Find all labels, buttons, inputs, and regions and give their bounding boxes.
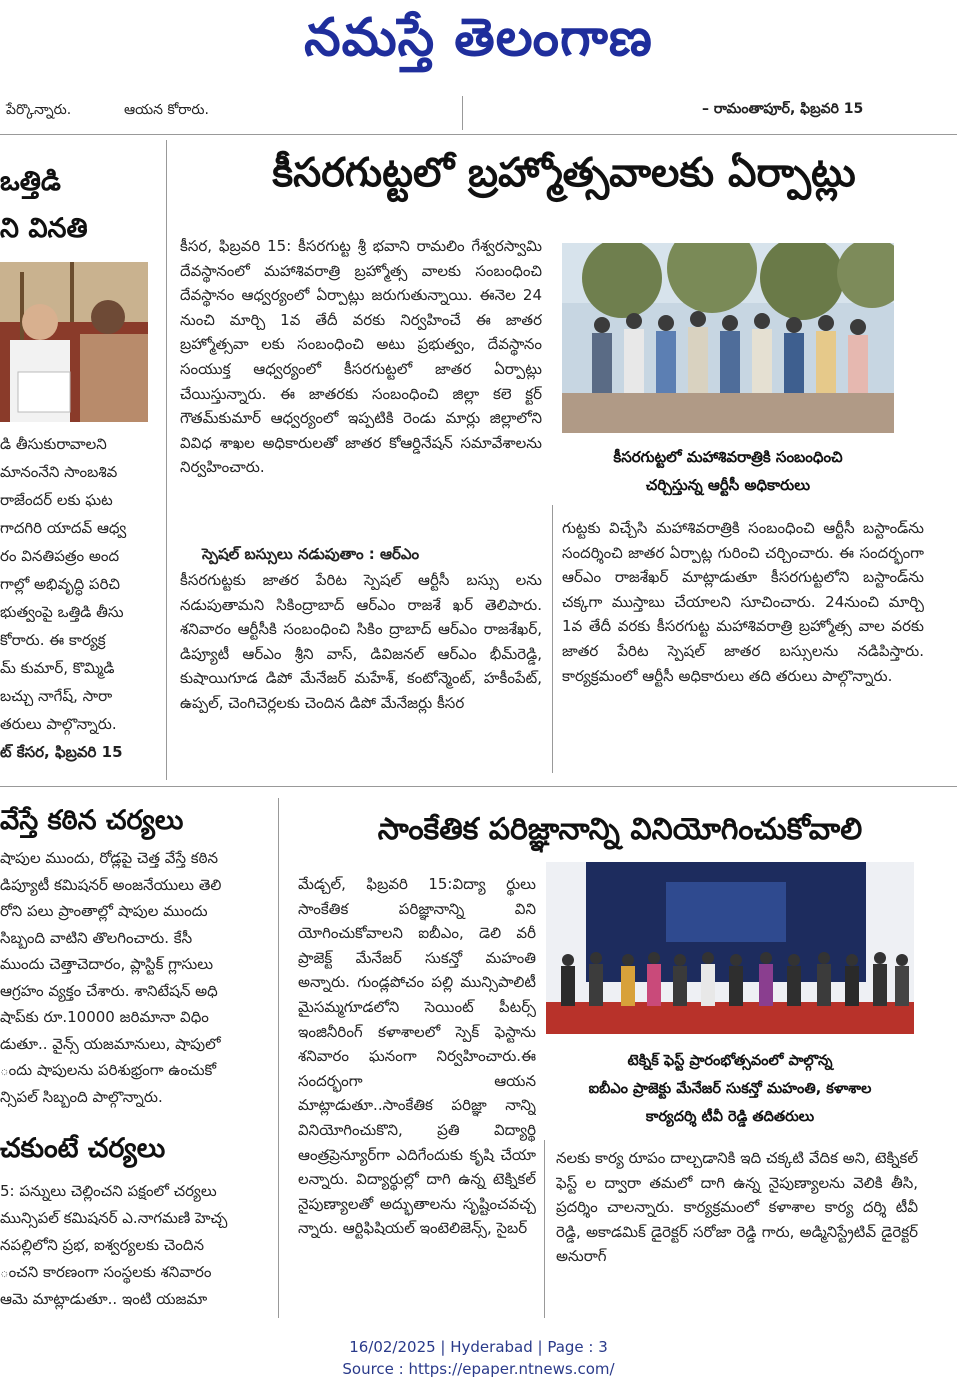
masthead-title: నమస్తే తెలంగాణ [304, 8, 653, 68]
left-top-dateline: ట్ కేసర, ఫిబ్రవరి 15 [0, 743, 123, 761]
left-bottom-line: రోని పలు ప్రాంతాల్లో షాపుల ముందు [0, 902, 208, 920]
article2-body-col1 [298, 872, 536, 1312]
left-bottom-line: సిబ్బంది వాటిని తొలగించారు. కేసీ [0, 928, 193, 947]
article1-col-divider [552, 505, 553, 773]
left-top-line: డి తీసుకురావాలని [0, 435, 107, 453]
article2-paragraph-2: నలకు కార్య రూపం దాల్చడానికి ఇది చక్కటి వేదిక అని, టెక్నికల్ ఫెస్ట్ ల ద్వారా తమలో దాగి ఉన్న నైపుణ్యాలను వెలికి తీసి, ప్రదర్శిం చాలన్నారు. కార్యక్రమంలో కళాశాల కార్య దర్శి టీవీ రెడ్డి, అకాడమిక్ డైరెక్టర్ సరోజా రెడ్డి గారు, అడ్మినిస్ట్రేటివ్ డైరెక్టర్ అనురాగ్ [556, 1149, 918, 1266]
article1-body-col1b [180, 568, 542, 768]
top-strip-divider [462, 96, 463, 130]
article1-paragraph-3: గుట్టకు విచ్చేసి మహాశివరాత్రికి సంబంధించి ఆర్టీసీ బస్టాండ్‌ను సందర్శించి జాతర ఏర్పాట్ల గురించి చర్చించారు. ఈ సందర్భంగా ఆర్‌ఎం రాజశేఖర్ మాట్లాడుతూ కీసరగుట్టలోని బస్టాండ్‌ను చక్కగా ముస్తాబు చేయాలని సూచించారు. 24నుంచి మార్చి 1వ తేదీ వరకు కీసరగుట్ట మహాశివరాత్రి బ్రహ్మోత్స వాల వరకు జాతర పేరిట స్పెషల్ జాతర బస్సులను నడిపిస్తారు. కార్యక్రమంలో ఆర్టీసీ అధికారులు తది తరులు పాల్గొన్నారు. [562, 519, 924, 685]
left-bottom-line: మున్సిపల్ కమిషనర్ ఎ.నాగమణి హెచ్చ [0, 1209, 228, 1227]
left-bottom-line: ందు షాపులను పరిశుభ్రంగా ఉంచుకో [0, 1061, 217, 1079]
article2-headline: సాంకేతిక పరిజ్ఞానాన్ని వినియోగించుకోవాలి [377, 812, 863, 847]
left-top-line: రం వినతిపత్రం అంద [0, 547, 120, 565]
top-strip-text-2: ఆయన కోరారు. [124, 102, 209, 118]
left-bottom-headline-1: వేస్తే కఠిన చర్యలు [0, 805, 184, 836]
left-bottom-line: 5: పన్నులు చెల్లించని పక్షంలో చర్యలు [0, 1182, 217, 1200]
left-top-photo [0, 262, 148, 422]
top-strip-text-1: పేర్కొన్నారు. [6, 102, 72, 118]
left-top-line: కోరారు. ఈ కార్యక్ర [0, 631, 106, 649]
article1-photo [562, 243, 894, 433]
left-bottom-line: న్సిపల్ సిబ్బంది పాల్గొన్నారు. [0, 1087, 163, 1106]
left-bottom-body-1 [0, 845, 272, 1110]
left-top-line: తరులు పాల్గొన్నారు. [0, 715, 117, 733]
left-bottom-headline-2: చకుంటే చర్యలు [0, 1133, 166, 1164]
column-divider-bottom [278, 798, 279, 1318]
article1-subhead: స్పెషల్ బస్సులు నడుపుతాం : ఆర్‌ఎం [202, 545, 420, 563]
left-top-line: మానంనేని సాంబశివ [0, 463, 118, 481]
left-bottom-line: ఆగ్రహం వ్యక్తం చేశారు. శానిటేషన్ అధి [0, 981, 218, 1000]
left-bottom-line: డిప్యూటీ కమిషనర్ అంజనేయులు తెలి [0, 875, 222, 894]
left-bottom-line: నపల్లిలోని ప్రభ, ఐశ్వర్యలకు చెందిన [0, 1236, 204, 1254]
article2-caption-line-3: కార్యదర్శి టీవీ రెడ్డి తదితరులు [645, 1109, 815, 1125]
left-top-line: గాల్లో అభివృద్ధి పరిచి [0, 575, 120, 593]
column-divider-top [166, 140, 167, 780]
article1-headline: కీసరగుట్టలో బ్రహ్మోత్సవాలకు ఏర్పాట్లు [272, 150, 856, 196]
article1-caption-line-2: చర్చిస్తున్న ఆర్టీసీ అధికారులు [645, 476, 811, 494]
article2-caption-line-2: ఐబీఎం ప్రాజెక్టు మేనేజర్ సుకన్తో మహంతి, కళాశాల [588, 1081, 872, 1097]
left-top-line: భుత్వంపై ఒత్తిడి తీసు [0, 603, 124, 621]
article1-body-col2 [562, 516, 924, 766]
article2-paragraph: మేడ్చల్, ఫిబ్రవరి 15:విద్యా ర్థులు సాంకేతిక పరిజ్ఞానాన్ని విని యోగించుకోవాలని ఐబీఎం, డెలి వరీ ప్రాజెక్ట్ మేనేజర్ సుకన్తో మహంతి అన్నారు. గుండ్లపోచం పల్లి మున్సిపాలిటీ మైసమ్మగూడలోని సెయింట్ పీటర్స్ ఇంజినీరింగ్ కళాశాలలో స్పెక్ ఫెస్టాను శనివారం ఘనంగా నిర్వహించారు.ఈ సందర్భంగా ఆయన మాట్లాడుతూ..సాంకేతిక పరిజ్ఞా నాన్ని వినియోగించుకొని, ప్రతి విద్యార్థి ఆంత్రప్రెన్యూర్‌గా ఎదిగేందుకు కృషి చేయా లన్నారు. విద్యార్థుల్లో దాగి ఉన్న టెక్నికల్ నైపుణ్యాలతో అద్భుతాలను సృష్టించవచ్చ న్నారు. ఆర్టిఫిషియల్ ఇంటెలిజెన్స్, సైబర్ [298, 875, 536, 1238]
footer-source-link[interactable]: Source : https://epaper.ntnews.com/ [342, 1360, 615, 1378]
article2-col-divider [544, 1140, 545, 1318]
left-bottom-line: షాప్‌కు రూ.10000 జరిమానా విధిం [0, 1008, 209, 1026]
left-top-line: బచ్చు నాగేష్, సారా [0, 687, 113, 705]
top-rule [0, 134, 957, 135]
article2-caption-line-1: టెక్నిక్ ఫెస్ట్ ప్రారంభోత్సవంలో పాల్గొన్న [627, 1053, 833, 1069]
article1-caption-line-1: కీసరగుట్టలో మహాశివరాత్రికి సంబంధించి [613, 448, 843, 466]
article2-photo [546, 862, 914, 1034]
footer-date-page: 16/02/2025 | Hyderabad | Page : 3 [349, 1338, 608, 1356]
left-top-headline-2: ని వినతి [0, 213, 88, 244]
left-top-line: రాజేందర్ లకు ఘట [0, 491, 113, 509]
left-bottom-line: ముందు చెత్తాచెదారం, ప్లాస్టిక్ గ్లాసులు [0, 955, 214, 973]
left-bottom-line: షాపుల ముందు, రోడ్లపై చెత్త వేస్తే కఠిన [0, 849, 219, 867]
left-top-headline-1: ఒత్తిడి [0, 166, 61, 197]
left-bottom-line: ఆమె మాట్లాడుతూ.. ఇంటి యజమా [0, 1290, 208, 1308]
left-top-line: మ్ కుమార్, కొమ్మిడి [0, 659, 115, 677]
left-bottom-line: డుతూ.. వైన్స్ యజమానులు, షాపులో [0, 1034, 221, 1053]
article1-body-col1 [180, 234, 542, 544]
article2-body-col2 [556, 1146, 918, 1316]
article1-paragraph-2: కీసరగుట్టకు జాతర పేరిట స్పెషల్ ఆర్టీసీ బస్సు లను నడుపుతామని సికింద్రాబాద్ ఆర్‌ఎం రాజశే ఖర్ తెలిపారు. శనివారం ఆర్టీసీకి సంబంధించి సికిం ద్రాబాద్ ఆర్‌ఎం రాజశేఖర్, డిప్యూటీ ఆర్‌ఎం శ్రీని వాస్, డివిజనల్ ఆర్‌ఎం భీమ్‌రెడ్డి, కుషాయిగూడ డిపో మేనేజర్ మహేశ్, కంటోన్మెంట్, హకీంపేట్, ఉప్పల్, చెంగిచెర్లలకు చెందిన డిపో మేనేజర్లు కీసర [180, 571, 542, 712]
left-top-body [0, 430, 164, 766]
article1-paragraph: కీసర, ఫిబ్రవరి 15: కీసరగుట్ట శ్రీ భవాని రామలిం గేశ్వరస్వామి దేవస్థానంలో మహాశివరాత్రి బ్రహ్మోత్స వాలకు సంబంధించి దేవస్థానం ఆధ్వర్యంలో ఏర్పాట్లు జరుగుతున్నాయి. ఈనెల 24 నుంచి మార్చి 1వ తేదీ వరకు నిర్వహించే ఈ జాతర బ్రహ్మోత్సవా లకు సంబంధించి అటు ప్రభుత్వం, దేవస్థానం సంయుక్త ఆధ్వర్యంలో కీసరగుట్టలో జాతర ఏర్పాట్లు చేయిస్తున్నారు. ఈ జాతరకు సంబంధించి జిల్లా కలె క్టర్ గౌతమ్‌కుమార్ ఆధ్వర్యంలో ఇప్పటికి రెండు మార్లు జిల్లాలోని వివిధ శాఖల అధికారులతో జాతర కోఆర్డినేషన్ సమావేశాలను నిర్వహించారు. [180, 237, 542, 477]
top-strip-dateline: – రామంతాపూర్, ఫిబ్రవరి 15 [702, 101, 864, 117]
middle-rule [0, 786, 957, 787]
left-bottom-line: ంచని కారణంగా సంస్థలకు శనివారం [0, 1263, 212, 1281]
left-top-line: గాదగిరి యాదవ్ ఆధ్వ [0, 519, 127, 537]
left-bottom-body-2 [0, 1178, 272, 1313]
